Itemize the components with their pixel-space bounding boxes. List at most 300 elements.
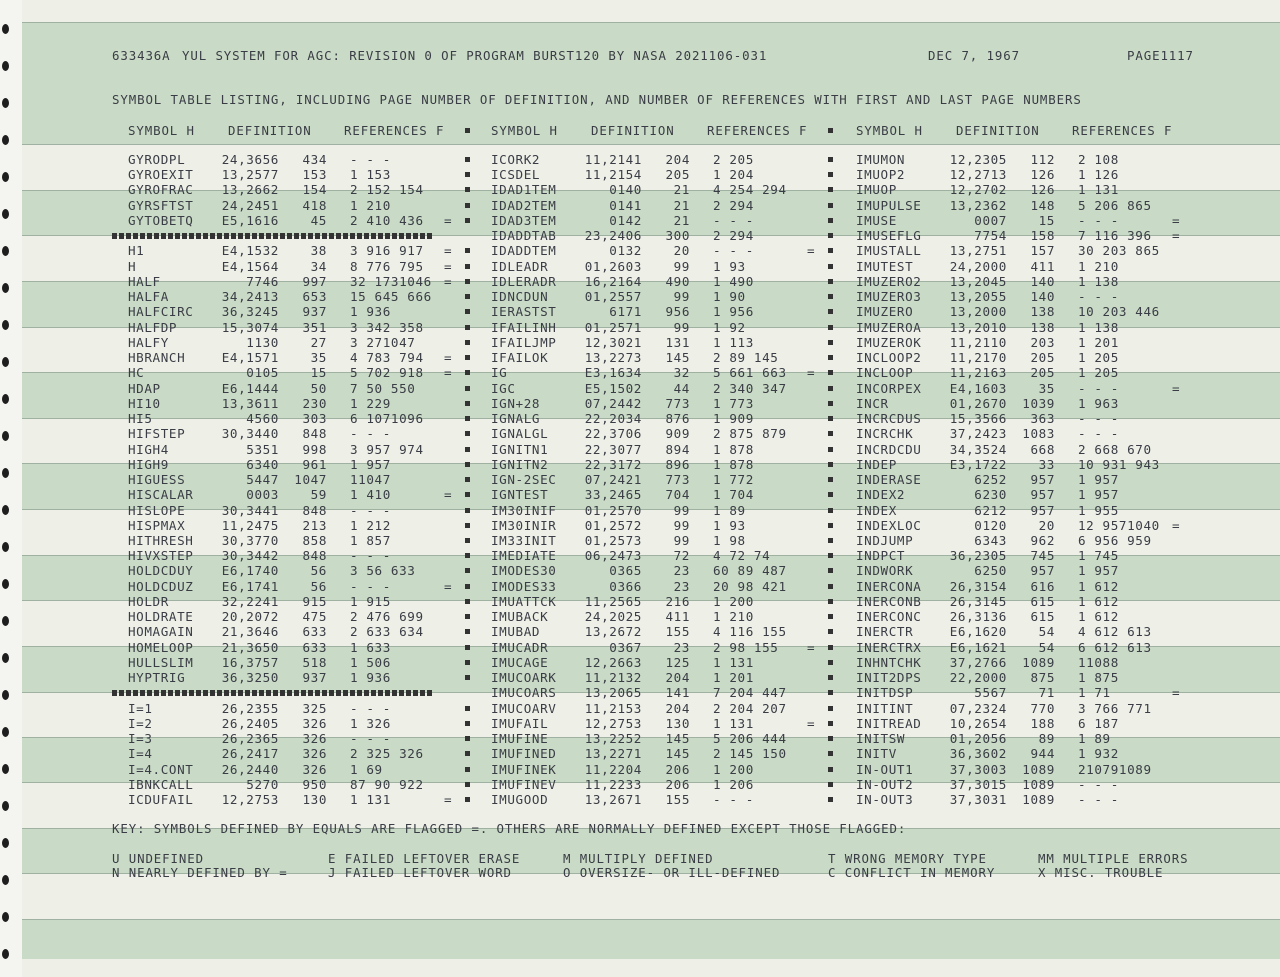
page-number: 1047 bbox=[294, 472, 327, 488]
symbol-name: I=1 bbox=[128, 700, 153, 716]
page-number: 653 bbox=[302, 289, 327, 305]
table-row bbox=[491, 701, 841, 716]
column-divider-mark bbox=[828, 416, 833, 421]
definition-value: 0142 bbox=[609, 212, 642, 228]
definition-value: 36,3250 bbox=[221, 670, 279, 686]
column-divider-mark bbox=[828, 233, 833, 238]
table-row bbox=[491, 533, 841, 548]
references-value: 1 957 bbox=[1078, 487, 1119, 503]
table-row bbox=[856, 442, 1206, 457]
definition-value: 20,2072 bbox=[221, 609, 279, 625]
column-divider-mark bbox=[465, 797, 470, 802]
definition-value: 01,2572 bbox=[584, 517, 642, 533]
page-number: 130 bbox=[665, 715, 690, 731]
table-row bbox=[128, 457, 478, 472]
references-value: 1 955 bbox=[1078, 502, 1119, 518]
column-divider-mark bbox=[828, 767, 833, 772]
definition-value: 11,2154 bbox=[584, 167, 642, 183]
references-value: 1 113 bbox=[713, 334, 754, 350]
page-number: 434 bbox=[302, 152, 327, 167]
symbol-name: IMUZEROK bbox=[856, 334, 922, 350]
page-number: 326 bbox=[302, 731, 327, 747]
definition-value: 15,3074 bbox=[221, 319, 279, 335]
page-number: 876 bbox=[665, 411, 690, 427]
key-item: C CONFLICT IN MEMORY bbox=[828, 865, 996, 880]
column-divider-mark bbox=[465, 386, 470, 391]
references-value: 1 229 bbox=[350, 395, 391, 411]
key-item: MM MULTIPLE ERRORS bbox=[1038, 851, 1189, 866]
references-value: 1 206 bbox=[713, 776, 754, 792]
page-number: 140 bbox=[1030, 273, 1055, 289]
table-row bbox=[491, 777, 841, 792]
symbol-name: INDWORK bbox=[856, 563, 914, 579]
table-row bbox=[856, 731, 1206, 746]
symbol-name: IMODES30 bbox=[491, 563, 557, 579]
references-value: 1 612 bbox=[1078, 609, 1119, 625]
references-value: 3 766 771 bbox=[1078, 700, 1152, 716]
symbol-name: I=3 bbox=[128, 731, 153, 747]
table-row bbox=[856, 411, 1206, 426]
page-number: 848 bbox=[302, 548, 327, 564]
flag-mark: = bbox=[444, 487, 453, 503]
table-row bbox=[128, 624, 478, 639]
symbol-name: IMUOP bbox=[856, 182, 897, 198]
page-number: 99 bbox=[673, 289, 690, 305]
symbol-name: IBNKCALL bbox=[128, 776, 194, 792]
table-row bbox=[491, 609, 841, 624]
references-value: 2 89 145 bbox=[713, 350, 779, 366]
page-number: 27 bbox=[310, 334, 327, 350]
key-item: U UNDEFINED bbox=[112, 851, 204, 866]
definition-value: 01,2571 bbox=[584, 319, 642, 335]
page-number: 326 bbox=[302, 746, 327, 762]
header-job: 633436A bbox=[112, 48, 171, 63]
page-number: 411 bbox=[665, 609, 690, 625]
table-row bbox=[856, 335, 1206, 350]
definition-value: 37,3003 bbox=[949, 761, 1007, 777]
symbol-name: HALFA bbox=[128, 289, 169, 305]
page-number: 848 bbox=[302, 426, 327, 442]
symbol-name: IN-OUT2 bbox=[856, 776, 914, 792]
column-divider-mark bbox=[828, 355, 833, 360]
page-number: 1089 bbox=[1022, 776, 1055, 792]
column-divider-mark bbox=[465, 248, 470, 253]
definition-value: 26,2440 bbox=[221, 761, 279, 777]
definition-value: 34,2413 bbox=[221, 289, 279, 305]
page-number: 126 bbox=[1030, 182, 1055, 198]
column-divider-mark bbox=[465, 401, 470, 406]
column-divider-mark bbox=[465, 614, 470, 619]
page-number: 745 bbox=[1030, 548, 1055, 564]
references-value: 6 187 bbox=[1078, 715, 1119, 731]
table-row bbox=[491, 594, 841, 609]
flag-mark: = bbox=[444, 792, 453, 808]
definition-value: 0003 bbox=[246, 487, 279, 503]
definition-value: 30,3440 bbox=[221, 426, 279, 442]
page-number: 99 bbox=[673, 502, 690, 518]
references-value: 2 205 bbox=[713, 152, 754, 167]
table-row bbox=[128, 289, 478, 304]
column-divider-mark bbox=[465, 340, 470, 345]
header-date: DEC 7, 1967 bbox=[928, 48, 1020, 63]
page-number: 848 bbox=[302, 502, 327, 518]
symbol-name: IGNALGL bbox=[491, 426, 549, 442]
definition-value: 6250 bbox=[974, 563, 1007, 579]
references-value: 2 410 436 bbox=[350, 212, 424, 228]
page-number: 896 bbox=[665, 456, 690, 472]
table-row bbox=[128, 365, 478, 380]
definition-value: 5351 bbox=[246, 441, 279, 457]
flag-mark: = bbox=[444, 578, 453, 594]
symbol-name: INDJUMP bbox=[856, 533, 914, 548]
definition-value: 26,3145 bbox=[949, 593, 1007, 609]
table-row bbox=[491, 228, 841, 243]
column-divider-mark bbox=[465, 431, 470, 436]
column-divider-mark bbox=[465, 508, 470, 513]
page-number: 44 bbox=[673, 380, 690, 396]
table-row bbox=[128, 426, 478, 441]
flag-mark: = bbox=[444, 273, 453, 289]
symbol-name: HIVXSTEP bbox=[128, 548, 194, 564]
table-row bbox=[128, 167, 478, 182]
flag-mark: = bbox=[444, 212, 453, 228]
table-row bbox=[491, 624, 841, 639]
references-value: 1 205 bbox=[1078, 350, 1119, 366]
references-value: 1 138 bbox=[1078, 273, 1119, 289]
symbol-name: HOLDCDUZ bbox=[128, 578, 194, 594]
page-number: 20 bbox=[673, 243, 690, 259]
symbol-name: INDEX bbox=[856, 502, 897, 518]
page-number: 205 bbox=[665, 167, 690, 183]
page-number: 15 bbox=[1038, 212, 1055, 228]
table-row bbox=[128, 396, 478, 411]
col-header-symbol: SYMBOL H bbox=[491, 123, 558, 138]
column-divider-mark bbox=[828, 203, 833, 208]
symbol-name: INCRCDUS bbox=[856, 411, 922, 427]
column-divider-mark bbox=[465, 187, 470, 192]
page-number: 20 bbox=[1038, 517, 1055, 533]
column-divider-mark bbox=[465, 568, 470, 573]
references-value: 3 957 974 bbox=[350, 441, 424, 457]
table-row bbox=[856, 670, 1206, 685]
page-number: 157 bbox=[1030, 243, 1055, 259]
symbol-name: IGN+28 bbox=[491, 395, 541, 411]
symbol-name: IDADDTAB bbox=[491, 228, 557, 244]
definition-value: 07,2421 bbox=[584, 472, 642, 488]
column-divider-mark bbox=[465, 675, 470, 680]
references-value: - - - bbox=[1078, 792, 1119, 808]
flag-mark: = bbox=[807, 715, 816, 731]
symbol-name: GYROFRAC bbox=[128, 182, 194, 198]
references-value: - - - bbox=[1078, 426, 1119, 442]
definition-value: 0007 bbox=[974, 212, 1007, 228]
table-row bbox=[856, 213, 1206, 228]
column-divider-mark bbox=[465, 157, 470, 162]
references-value: 1 633 bbox=[350, 639, 391, 655]
symbol-name: GYROEXIT bbox=[128, 167, 194, 183]
symbol-name: IMUZERO3 bbox=[856, 289, 922, 305]
definition-value: 1130 bbox=[246, 334, 279, 350]
symbol-name: HIGH9 bbox=[128, 456, 169, 472]
key-item: M MULTIPLY DEFINED bbox=[563, 851, 714, 866]
col-header-definition: DEFINITION bbox=[591, 123, 675, 138]
table-row bbox=[856, 274, 1206, 289]
page-number: 130 bbox=[302, 792, 327, 808]
definition-value: 26,2417 bbox=[221, 746, 279, 762]
definition-value: 10,2654 bbox=[949, 715, 1007, 731]
references-value: 5 206 444 bbox=[713, 731, 787, 747]
definition-value: 0365 bbox=[609, 563, 642, 579]
page-number: 21 bbox=[673, 212, 690, 228]
references-value: 1 932 bbox=[1078, 746, 1119, 762]
column-divider-mark bbox=[465, 629, 470, 634]
column-divider-mark bbox=[465, 553, 470, 558]
definition-value: 01,2603 bbox=[584, 258, 642, 274]
page-number: 23 bbox=[673, 578, 690, 594]
definition-value: 22,2034 bbox=[584, 411, 642, 427]
references-value: 2 108 bbox=[1078, 152, 1119, 167]
references-value: 2 98 155 bbox=[713, 639, 779, 655]
page-number: 158 bbox=[1030, 228, 1055, 244]
symbol-name: IMUATTCK bbox=[491, 593, 557, 609]
definition-value: 0140 bbox=[609, 182, 642, 198]
definition-value: 11,2233 bbox=[584, 776, 642, 792]
symbol-name: IMUZERO bbox=[856, 304, 914, 320]
symbol-name: IDLEADR bbox=[491, 258, 549, 274]
symbol-name: IM33INIT bbox=[491, 533, 557, 548]
page-number: 154 bbox=[302, 182, 327, 198]
page-number: 1089 bbox=[1022, 761, 1055, 777]
column-divider-mark bbox=[828, 599, 833, 604]
page-number: 998 bbox=[302, 441, 327, 457]
references-value: 1 745 bbox=[1078, 548, 1119, 564]
references-value: - - - bbox=[350, 700, 391, 716]
page-number: 615 bbox=[1030, 593, 1055, 609]
table-row bbox=[128, 182, 478, 197]
symbol-name: GYTOBETQ bbox=[128, 212, 194, 228]
references-value: 20 98 421 bbox=[713, 578, 787, 594]
table-row bbox=[491, 685, 841, 700]
definition-value: E6,1740 bbox=[221, 563, 279, 579]
page-number: 145 bbox=[665, 350, 690, 366]
table-row bbox=[856, 350, 1206, 365]
page-number: 155 bbox=[665, 624, 690, 640]
column-divider-mark bbox=[828, 294, 833, 299]
page-number: 131 bbox=[665, 334, 690, 350]
table-row bbox=[491, 396, 841, 411]
symbol-name: IMEDIATE bbox=[491, 548, 557, 564]
table-row bbox=[491, 746, 841, 761]
table-row bbox=[856, 320, 1206, 335]
symbol-name: HULLSLIM bbox=[128, 654, 194, 670]
col-header-symbol: SYMBOL H bbox=[128, 123, 195, 138]
table-row bbox=[856, 518, 1206, 533]
references-value: 1 131 bbox=[350, 792, 391, 808]
symbol-name: IMUZERO2 bbox=[856, 273, 922, 289]
references-value: 1 878 bbox=[713, 456, 754, 472]
feed-hole bbox=[2, 135, 9, 145]
col-header-references: REFERENCES F bbox=[344, 123, 445, 138]
green-bar bbox=[22, 919, 1280, 959]
feed-hole bbox=[2, 838, 9, 848]
table-row bbox=[128, 243, 478, 258]
page-number: 1039 bbox=[1022, 395, 1055, 411]
column-divider-mark bbox=[465, 706, 470, 711]
symbol-name: ICSDEL bbox=[491, 167, 541, 183]
table-row bbox=[491, 335, 841, 350]
table-row bbox=[128, 442, 478, 457]
references-value: 11088 bbox=[1078, 654, 1119, 670]
table-row bbox=[491, 365, 841, 380]
column-divider-mark bbox=[828, 462, 833, 467]
symbol-name: INERCONA bbox=[856, 578, 922, 594]
definition-value: 0120 bbox=[974, 517, 1007, 533]
references-value: 4 254 294 bbox=[713, 182, 787, 198]
table-row bbox=[491, 182, 841, 197]
references-value: 210791089 bbox=[1078, 761, 1152, 777]
definition-value: 6212 bbox=[974, 502, 1007, 518]
symbol-name: HISPMAX bbox=[128, 517, 186, 533]
flag-mark: = bbox=[444, 243, 453, 259]
table-row bbox=[856, 640, 1206, 655]
column-divider-mark bbox=[465, 492, 470, 497]
symbol-name: INITREAD bbox=[856, 715, 922, 731]
page-number: 206 bbox=[665, 776, 690, 792]
column-divider-mark bbox=[828, 553, 833, 558]
table-row bbox=[491, 274, 841, 289]
definition-value: 13,2672 bbox=[584, 624, 642, 640]
references-value: 1 963 bbox=[1078, 395, 1119, 411]
table-row bbox=[491, 640, 841, 655]
column-divider-mark bbox=[828, 629, 833, 634]
definition-value: 13,2271 bbox=[584, 746, 642, 762]
bar-rule bbox=[22, 919, 1280, 920]
column-divider-mark bbox=[828, 721, 833, 726]
symbol-name: HI5 bbox=[128, 411, 153, 427]
table-row bbox=[856, 457, 1206, 472]
definition-value: 0366 bbox=[609, 578, 642, 594]
feed-hole bbox=[2, 949, 9, 959]
column-divider-mark bbox=[465, 203, 470, 208]
symbol-name: I=4 bbox=[128, 746, 153, 762]
key-item: J FAILED LEFTOVER WORD bbox=[328, 865, 512, 880]
symbol-name: INCRCHK bbox=[856, 426, 914, 442]
definition-value: 22,3172 bbox=[584, 456, 642, 472]
feed-hole bbox=[2, 98, 9, 108]
page-number: 23 bbox=[673, 639, 690, 655]
symbol-name: IMUPULSE bbox=[856, 197, 922, 213]
symbol-name: ICORK2 bbox=[491, 152, 541, 167]
references-value: - - - bbox=[1078, 380, 1119, 396]
page-number: 303 bbox=[302, 411, 327, 427]
definition-value: 36,2305 bbox=[949, 548, 1007, 564]
column-divider-mark bbox=[828, 264, 833, 269]
definition-value: 13,2273 bbox=[584, 350, 642, 366]
references-value: 1 612 bbox=[1078, 593, 1119, 609]
references-value: 1 153 bbox=[350, 167, 391, 183]
symbol-name: ICDUFAIL bbox=[128, 792, 194, 808]
page-number: 363 bbox=[1030, 411, 1055, 427]
symbol-name: IGNITN1 bbox=[491, 441, 549, 457]
page-number: 34 bbox=[310, 258, 327, 274]
definition-value: 01,2670 bbox=[949, 395, 1007, 411]
references-value: 1 704 bbox=[713, 487, 754, 503]
references-value: 1 98 bbox=[713, 533, 746, 548]
references-value: 1 915 bbox=[350, 593, 391, 609]
definition-value: 11,2163 bbox=[949, 365, 1007, 381]
table-row bbox=[856, 579, 1206, 594]
flag-mark: = bbox=[1172, 380, 1181, 396]
column-divider-mark bbox=[828, 538, 833, 543]
table-row bbox=[491, 472, 841, 487]
page-number: 957 bbox=[1030, 563, 1055, 579]
page-number: 616 bbox=[1030, 578, 1055, 594]
table-row bbox=[128, 716, 478, 731]
page-number: 704 bbox=[665, 487, 690, 503]
feed-hole bbox=[2, 690, 9, 700]
page-number: 950 bbox=[302, 776, 327, 792]
flag-mark: = bbox=[444, 365, 453, 381]
page-number: 894 bbox=[665, 441, 690, 457]
page-number: 188 bbox=[1030, 715, 1055, 731]
definition-value: 16,3757 bbox=[221, 654, 279, 670]
column-divider-mark bbox=[465, 355, 470, 360]
feed-hole bbox=[2, 320, 9, 330]
symbol-name: IDADDTEM bbox=[491, 243, 557, 259]
symbol-name: IMUCADR bbox=[491, 639, 549, 655]
table-row bbox=[856, 289, 1206, 304]
column-divider-mark bbox=[465, 736, 470, 741]
page-number: 203 bbox=[1030, 334, 1055, 350]
column-divider-mark bbox=[828, 187, 833, 192]
symbol-name: IGN-2SEC bbox=[491, 472, 557, 488]
symbol-name: IGNTEST bbox=[491, 487, 549, 503]
table-row bbox=[856, 701, 1206, 716]
page-number: 206 bbox=[665, 761, 690, 777]
symbol-name: INERCONC bbox=[856, 609, 922, 625]
bar-rule bbox=[22, 22, 1280, 23]
definition-value: 01,2557 bbox=[584, 289, 642, 305]
table-row bbox=[491, 304, 841, 319]
feed-hole bbox=[2, 542, 9, 552]
table-row bbox=[128, 198, 478, 213]
definition-value: E5,1616 bbox=[221, 212, 279, 228]
table-row bbox=[856, 548, 1206, 563]
references-value: 1 410 bbox=[350, 487, 391, 503]
symbol-name: GYRSFTST bbox=[128, 197, 194, 213]
symbol-name: INDERASE bbox=[856, 472, 922, 488]
definition-value: 6343 bbox=[974, 533, 1007, 548]
references-value: 1 772 bbox=[713, 472, 754, 488]
column-divider-mark bbox=[828, 568, 833, 573]
key-item: E FAILED LEFTOVER ERASE bbox=[328, 851, 521, 866]
symbol-name: HYPTRIG bbox=[128, 670, 186, 686]
table-row bbox=[491, 350, 841, 365]
page-number: 56 bbox=[310, 563, 327, 579]
page-number: 937 bbox=[302, 670, 327, 686]
references-value: 1 131 bbox=[713, 715, 754, 731]
symbol-name: INCLOOP bbox=[856, 365, 914, 381]
definition-value: 15,3566 bbox=[949, 411, 1007, 427]
definition-value: 37,2766 bbox=[949, 654, 1007, 670]
definition-value: E3,1722 bbox=[949, 456, 1007, 472]
references-value: 10 931 943 bbox=[1078, 456, 1160, 472]
page-number: 1089 bbox=[1022, 792, 1055, 808]
symbol-name: HISLOPE bbox=[128, 502, 186, 518]
page-number: 915 bbox=[302, 593, 327, 609]
definition-value: 01,2573 bbox=[584, 533, 642, 548]
bar-rule bbox=[22, 144, 1280, 145]
